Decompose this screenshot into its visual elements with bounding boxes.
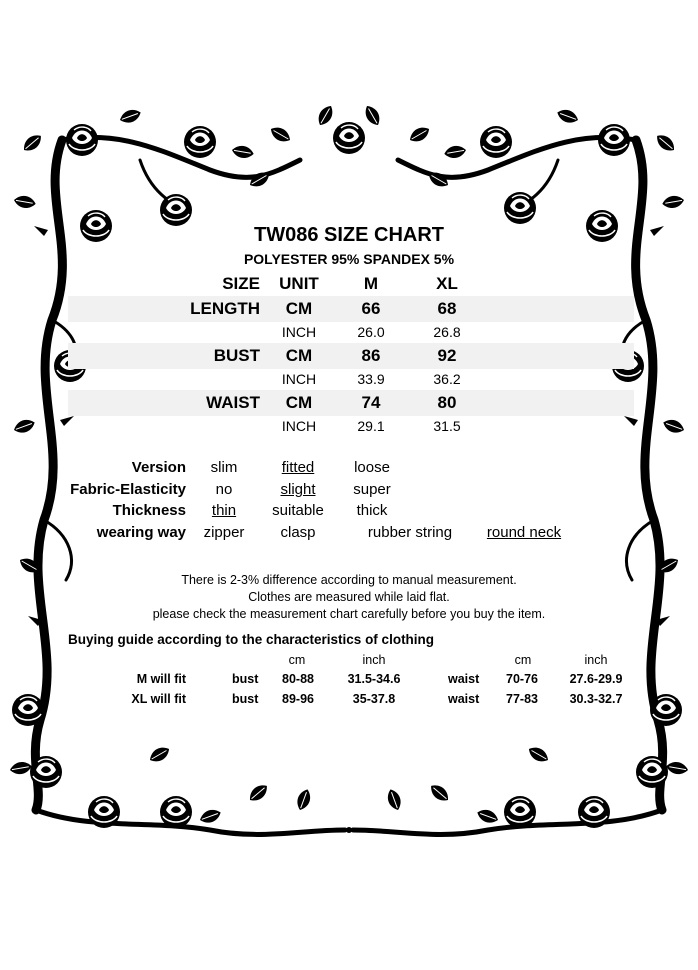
header-size-xl: XL <box>436 274 458 293</box>
attr-option: clasp <box>280 524 316 541</box>
attr-option: no <box>215 481 233 498</box>
length-cm-m: 66 <box>361 299 381 318</box>
guide-waist-inch: 27.6-29.9 <box>569 672 623 686</box>
waist-inch-xl: 31.5 <box>433 418 461 434</box>
guide-bust-label: bust <box>232 672 259 686</box>
guide-row-label: M will fit <box>136 672 186 686</box>
guide-waist-inch: 30.3-32.7 <box>569 692 623 706</box>
note-line: Clothes are measured while laid flat. <box>248 590 450 604</box>
row-waist-label: WAIST <box>206 393 260 412</box>
attr-option: suitable <box>272 502 324 519</box>
guide-unit-inch: inch <box>362 653 386 667</box>
row-length-label: LENGTH <box>190 299 260 318</box>
note-line: There is 2-3% difference according to manual measurement. <box>181 573 517 587</box>
length-inch-xl: 26.8 <box>433 324 461 340</box>
guide-bust-inch: 35-37.8 <box>352 692 396 706</box>
attr-option-selected: fitted <box>281 459 315 476</box>
attr-elasticity-label: Fabric-Elasticity <box>70 481 186 498</box>
length-cm-xl: 68 <box>437 299 457 318</box>
guide-waist-label: waist <box>448 672 480 686</box>
attr-wearing-way-label: wearing way <box>96 524 186 541</box>
guide-row-label: XL will fit <box>131 692 186 706</box>
guide-waist-cm: 70-76 <box>506 672 538 686</box>
note-line: please check the measurement chart carefully before you buy the item. <box>152 607 546 621</box>
guide-bust-cm: 89-96 <box>282 692 314 706</box>
guide-unit-cm: cm <box>514 653 532 667</box>
row-bust-unit-inch: INCH <box>281 371 317 387</box>
row-bust-unit-cm: CM <box>285 346 313 365</box>
attr-option: rubber string <box>367 524 453 541</box>
header-unit: UNIT <box>279 274 319 293</box>
material-composition: POLYESTER 95% SPANDEX 5% <box>243 251 455 267</box>
bust-cm-xl: 92 <box>437 346 457 365</box>
waist-cm-xl: 80 <box>437 393 457 412</box>
attr-option: super <box>353 481 391 498</box>
attr-option: loose <box>354 459 390 476</box>
guide-waist-cm: 77-83 <box>506 692 538 706</box>
attr-thickness-label: Thickness <box>112 502 186 519</box>
guide-bust-inch: 31.5-34.6 <box>347 672 401 686</box>
attr-version-label: Version <box>131 459 186 476</box>
attr-option: slim <box>210 459 238 476</box>
attr-option-selected: thin <box>211 502 237 519</box>
bust-cm-m: 86 <box>361 346 381 365</box>
header-size-m: M <box>363 274 379 293</box>
row-length-unit-inch: INCH <box>281 324 317 340</box>
row-length-unit-cm: CM <box>285 299 313 318</box>
row-waist-unit-inch: INCH <box>281 418 317 434</box>
row-waist-unit-cm: CM <box>285 393 313 412</box>
length-inch-m: 26.0 <box>357 324 385 340</box>
guide-unit-cm: cm <box>288 653 306 667</box>
bust-inch-m: 33.9 <box>357 371 385 387</box>
guide-bust-cm: 80-88 <box>282 672 314 686</box>
attr-option: zipper <box>203 524 245 541</box>
row-bust-label: BUST <box>213 346 260 365</box>
bust-inch-xl: 36.2 <box>433 371 461 387</box>
attr-option-selected: slight <box>280 481 316 498</box>
attr-option-selected: round neck <box>486 524 562 541</box>
guide-unit-inch: inch <box>584 653 608 667</box>
guide-bust-label: bust <box>232 692 259 706</box>
guide-title: Buying guide according to the characteristics of clothing <box>68 632 435 647</box>
header-size: SIZE <box>222 274 260 293</box>
attr-option: thick <box>356 502 388 519</box>
guide-waist-label: waist <box>448 692 480 706</box>
waist-inch-m: 29.1 <box>357 418 385 434</box>
chart-title: TW086 SIZE CHART <box>253 224 445 246</box>
waist-cm-m: 74 <box>361 393 381 412</box>
